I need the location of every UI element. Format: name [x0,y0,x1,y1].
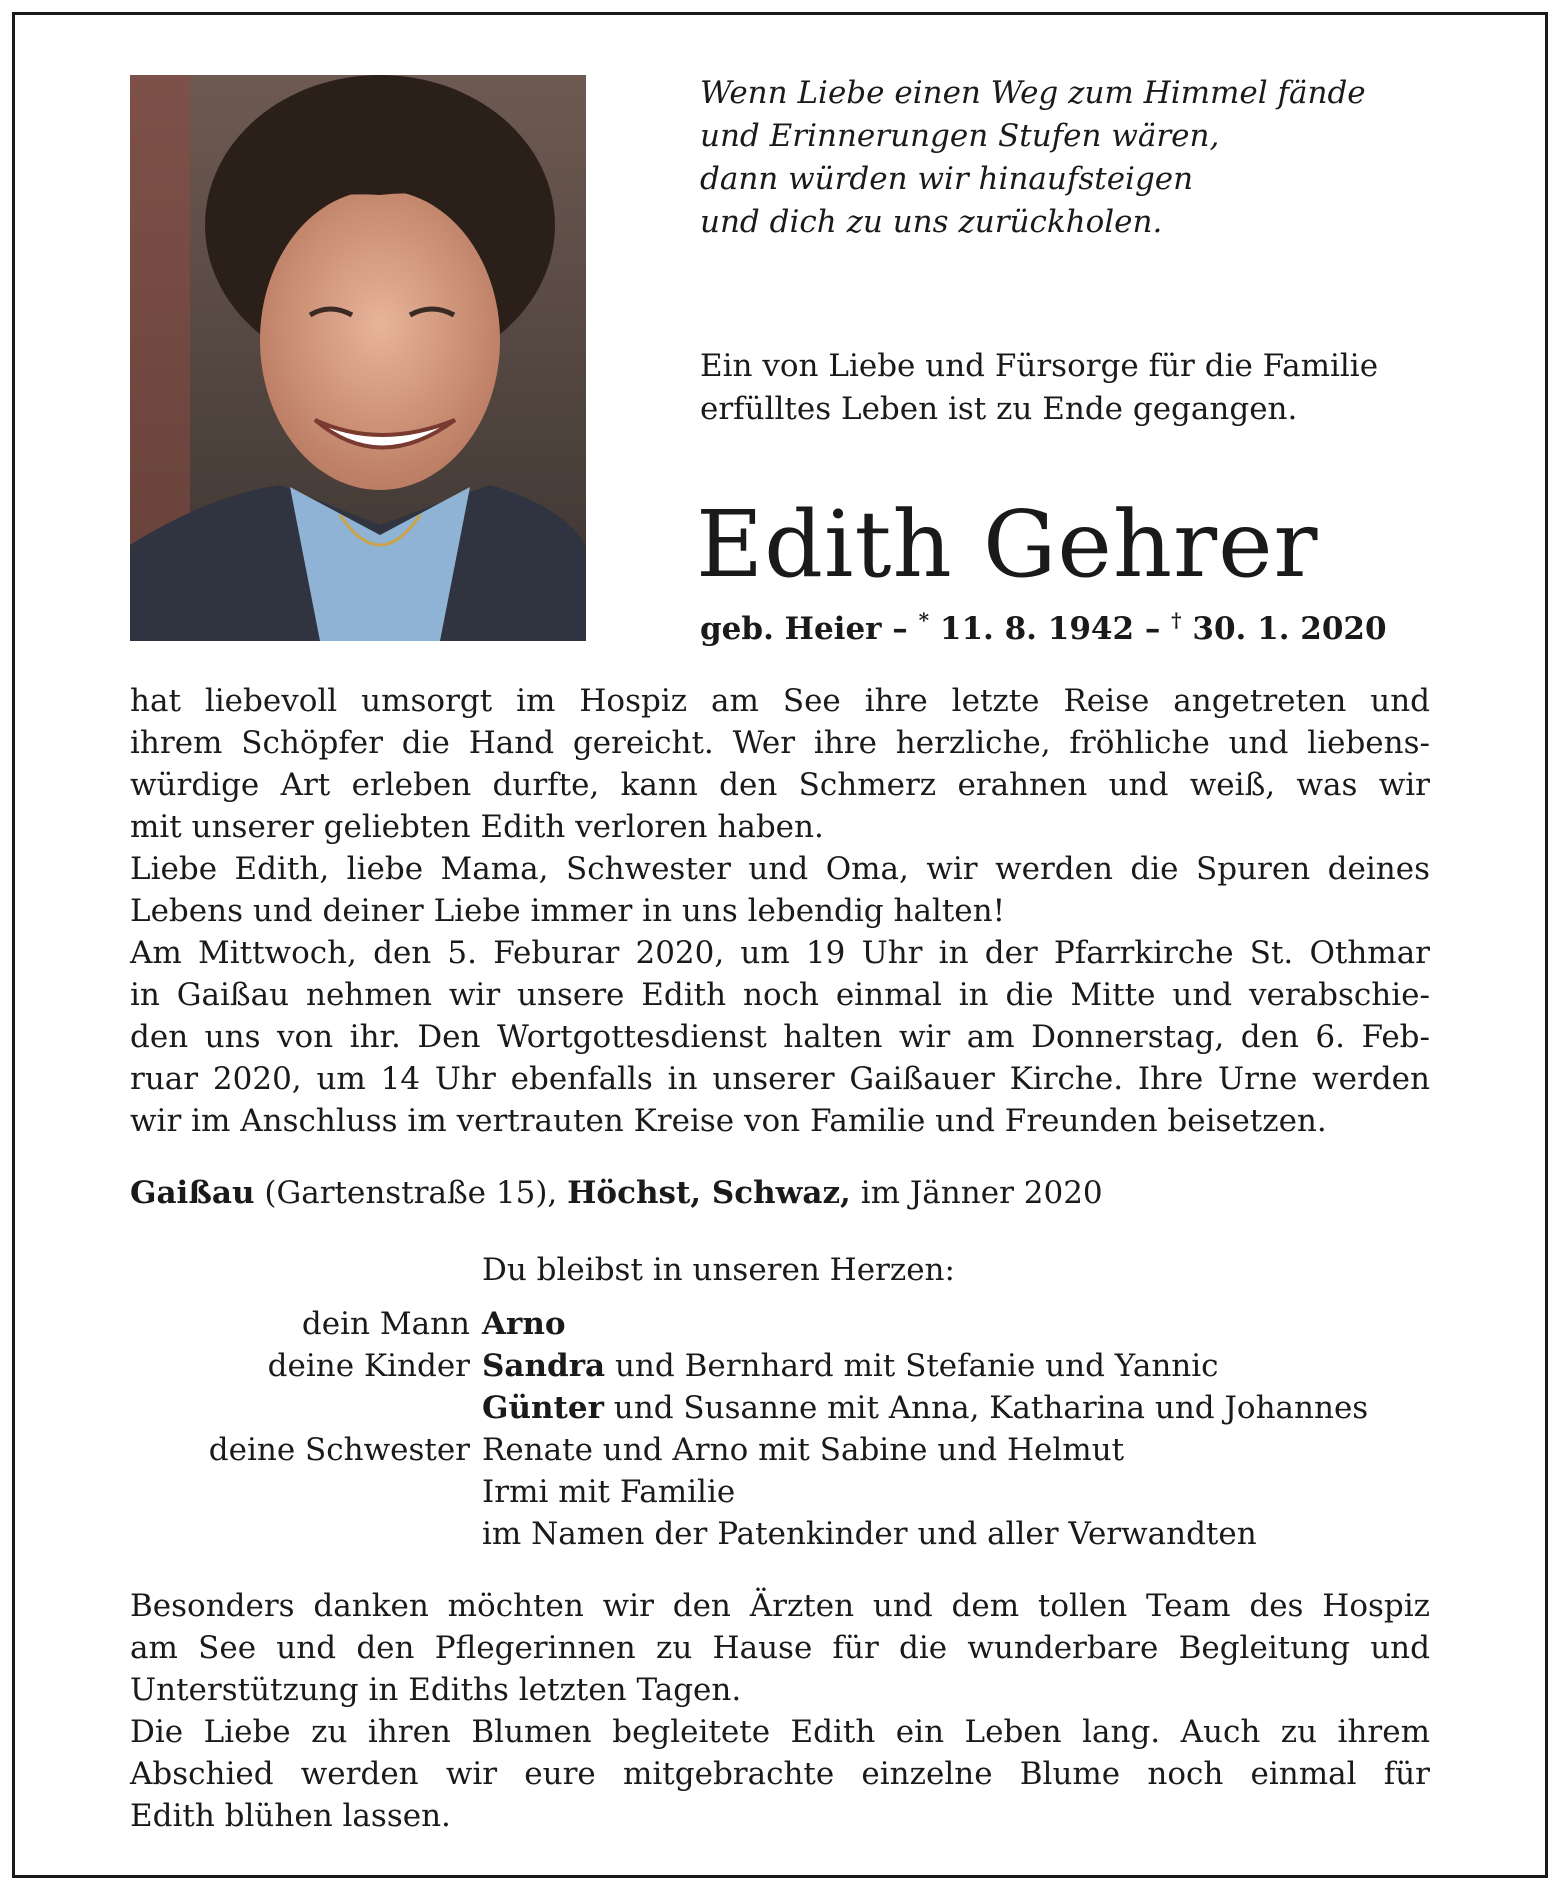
place-and-date [130,1175,1103,1211]
maiden-name: geb. Heier [700,611,882,647]
family-rest: und Bernhard mit Stefanie und Yannic [605,1348,1219,1384]
thanks-text [130,1585,1430,1837]
family-row [130,1471,1368,1513]
poem-line: Wenn Liebe einen Weg zum Himmel fände [700,75,1366,111]
thanks-line: Edith blühen lassen. [130,1798,451,1834]
birth-date: 11. 8. 1942 [939,611,1135,647]
family-row [130,1429,1368,1471]
family-rest: Renate und Arno mit Sabine und Helmut [482,1432,1125,1468]
body-line: wir im Anschluss im vertrauten Kreise von Familie und Freunden beisetzen. [130,1103,1327,1139]
thanks-line: Die Liebe zu ihren Blumen begleitete Edith ein Leben lang. Auch zu ihrem [130,1714,1430,1750]
family-name-bold: Arno [482,1306,566,1342]
life-dates: geb. Heier – * 11. 8. 1942 – † 30. 1. 2020 [700,608,1387,647]
intro-line: Ein von Liebe und Fürsorge für die Familie [700,348,1379,384]
body-line: ihrem Schöpfer die Hand gereicht. Wer ihre herzliche, fröhliche und liebens- [130,725,1430,761]
body-line: mit unserer geliebten Edith verloren haben. [130,809,824,845]
body-line: Liebe Edith, liebe Mama, Schwester und Oma, wir werden die Spuren deines [130,851,1430,887]
body-line: Am Mittwoch, den 5. Feburar 2020, um 19 Uhr in der Pfarrkirche St. Othmar [130,935,1430,971]
body-line: würdige Art erleben durfte, kann den Schmerz erahnen und weiß, was wir [130,767,1430,803]
body-line: den uns von ihr. Den Wortgottesdienst halten wir am Donnerstag, den 6. Feb- [130,1019,1430,1055]
intro-line: erfülltes Leben ist zu Ende gegangen. [700,391,1298,427]
family-list [130,1303,1368,1555]
body-line: hat liebevoll umsorgt im Hospiz am See ihre letzte Reise angetreten und [130,683,1430,719]
family-relation: deine Kinder [267,1348,470,1384]
family-row [130,1387,1368,1429]
place-town: Gaißau [130,1175,255,1211]
poem-line: und dich zu uns zurückholen. [700,204,1163,240]
family-name-bold: Sandra [482,1348,606,1384]
body-line: ruar 2020, um 14 Uhr ebenfalls in unserer Gaißauer Kirche. Ihre Urne werden [130,1061,1430,1097]
body-line: Lebens und deiner Liebe immer in uns lebendig halten! [130,893,1006,929]
heart-line: Du bleibst in unseren Herzen: [482,1252,955,1288]
family-row [130,1513,1368,1555]
family-relation [130,1387,482,1429]
place-date: im Jänner 2020 [860,1175,1103,1211]
thanks-line: am See und den Pflegerinnen zu Hause für die wunderbare Begleitung und [130,1630,1430,1666]
family-relation: dein Mann [301,1306,470,1342]
family-relation [130,1471,482,1513]
place-towns: Höchst, Schwaz, [567,1175,851,1211]
family-rest: Irmi mit Familie [482,1474,736,1510]
thanks-line: Besonders danken möchten wir den Ärzten und dem tollen Team des Hospiz [130,1588,1430,1624]
poem-line: und Erinnerungen Stufen wären, [700,118,1220,154]
portrait-photo [130,75,586,641]
birth-mark: * [918,608,930,632]
poem [700,72,1500,244]
family-relation [130,1513,482,1555]
deceased-name: Edith Gehrer [696,491,1319,598]
family-rest: und Susanne mit Anna, Katharina und Johannes [603,1390,1369,1426]
thanks-line: Abschied werden wir eure mitgebrachte einzelne Blume noch einmal für [130,1756,1430,1792]
obituary-body [130,680,1430,1142]
family-relation: deine Schwester [208,1432,470,1468]
place-address: (Gartenstraße 15), [264,1175,558,1211]
family-row [130,1345,1368,1387]
family-name-bold: Günter [482,1390,604,1426]
death-date: 30. 1. 2020 [1192,611,1387,647]
family-row [130,1303,1368,1345]
intro-text [700,345,1378,431]
body-line: in Gaißau nehmen wir unsere Edith noch einmal in die Mitte und verabschie- [130,977,1430,1013]
death-mark: † [1171,608,1182,632]
family-rest: im Namen der Patenkinder und aller Verwandten [482,1516,1257,1552]
thanks-line: Unterstützung in Ediths letzten Tagen. [130,1672,742,1708]
poem-line: dann würden wir hinaufsteigen [700,161,1194,197]
